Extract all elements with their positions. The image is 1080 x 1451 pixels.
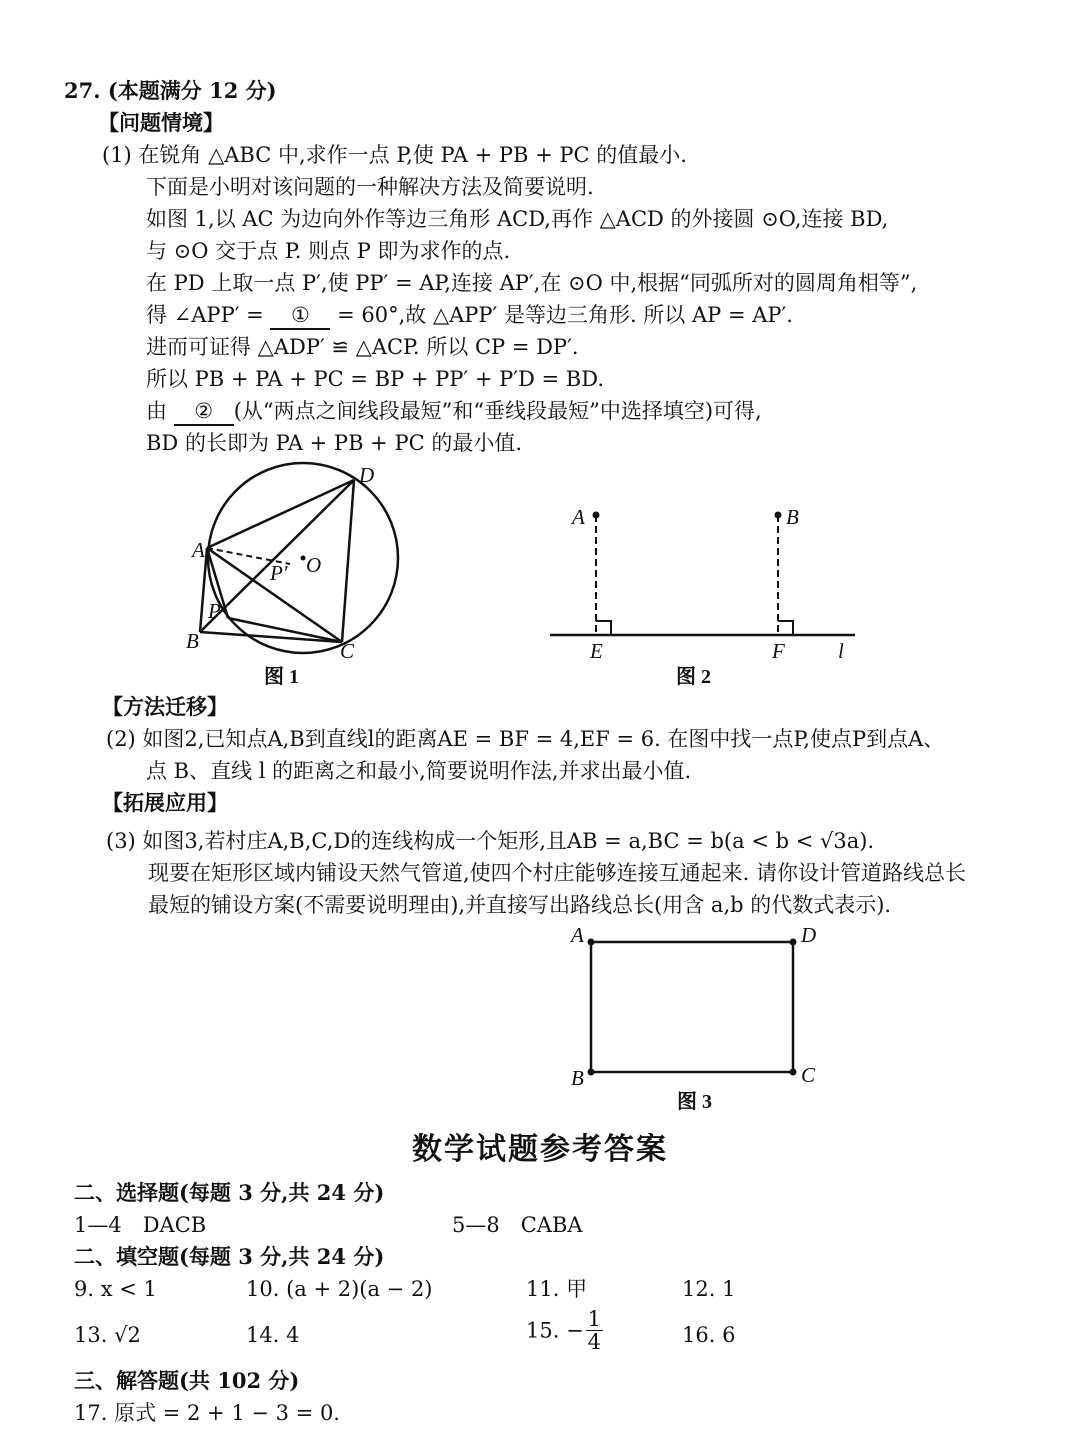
label-b: B <box>186 629 199 653</box>
figure-3 <box>560 920 830 1120</box>
point-b <box>775 512 782 519</box>
label-p-prime: P′ <box>270 561 288 585</box>
problem-part2-statement: (2) 如图2,已知点A,B到直线l的距离AE = BF = 4,EF = 6. 在图中找一点P,使点P到点A、 <box>106 727 945 751</box>
segment-bd <box>200 480 354 632</box>
label-b: B <box>571 1066 584 1090</box>
section-method-transfer: 【方法迁移】 <box>102 694 228 719</box>
section-extended-application: 【拓展应用】 <box>102 790 228 815</box>
fraction-numerator: 1 <box>587 1307 602 1331</box>
answer-mc-5-8: 5—8 CABA <box>452 1213 583 1237</box>
answer-11: 11. 甲 <box>526 1277 588 1301</box>
figure-3-caption: 图 3 <box>677 1091 712 1113</box>
problem-text-line: 点 B、直线 l 的距离之和最小,简要说明作法,并求出最小值. <box>146 759 692 783</box>
text-fragment: 得 ∠APP′ = <box>146 303 271 327</box>
text-fragment: = 60°,故 △APP′ 是等边三角形. 所以 AP = AP′. <box>330 303 793 327</box>
label-o: O <box>306 553 322 577</box>
label-d: D <box>359 463 375 487</box>
label-a: A <box>572 505 585 529</box>
section-problem-context: 【问题情境】 <box>98 110 224 135</box>
answer-14: 14. 4 <box>246 1323 300 1347</box>
answers-title: 数学试题参考答案 <box>412 1132 668 1167</box>
right-angle-mark-e <box>596 621 611 635</box>
problem-header: 27. (本题满分 12 分) <box>64 78 277 103</box>
problem-part1-statement: (1) 在锐角 △ABC 中,求作一点 P,使 PA + PB + PC 的值最小. <box>102 143 687 167</box>
problem-text-line <box>146 302 793 330</box>
problem-part3-statement: (3) 如图3,若村庄A,B,C,D的连线构成一个矩形,且AB = a,BC = b(a < b < √3a). <box>106 829 875 853</box>
label-d: D <box>801 923 817 947</box>
answers-section-choice-header: 二、选择题(每题 3 分,共 24 分) <box>74 1180 385 1205</box>
answer-mc-1-4: 1—4 DACB <box>74 1213 207 1237</box>
right-angle-mark-f <box>778 621 793 635</box>
problem-text-line <box>146 398 762 426</box>
label-b: B <box>786 505 799 529</box>
answer-10: 10. (a + 2)(a − 2) <box>246 1277 433 1301</box>
village-c-point <box>790 1069 797 1076</box>
answer-15 <box>526 1308 603 1353</box>
answer-13: 13. √2 <box>74 1323 141 1347</box>
answer-12: 12. 1 <box>682 1277 736 1301</box>
problem-text-line: 进而可证得 △ADP′ ≌ △ACP. 所以 CP = DP′. <box>146 335 579 359</box>
fraction <box>586 1308 603 1353</box>
answer-9: 9. x < 1 <box>74 1277 157 1301</box>
answer-17: 17. 原式 = 2 + 1 − 3 = 0. <box>74 1401 340 1425</box>
figure-1 <box>170 460 430 690</box>
center-o-point <box>301 556 306 561</box>
figure-2 <box>540 500 870 695</box>
problem-text-line: 在 PD 上取一点 P′,使 PP′ = AP,连接 AP′,在 ⊙O 中,根据“同弧所对的圆周角相等”, <box>146 271 918 295</box>
label-c: C <box>340 639 355 663</box>
point-a <box>593 512 600 519</box>
text-fragment: (从“两点之间线段最短”和“垂线段最短”中选择填空)可得, <box>233 399 762 423</box>
fill-blank-2: ② <box>174 398 234 426</box>
answer-16: 16. 6 <box>682 1323 736 1347</box>
fraction-denominator: 4 <box>587 1330 602 1354</box>
label-a: A <box>192 538 205 562</box>
answers-section-fill-header: 二、填空题(每题 3 分,共 24 分) <box>74 1244 385 1269</box>
rectangle-abcd <box>591 942 793 1072</box>
problem-text-line: 最短的铺设方案(不需要说明理由),并直接写出路线总长(用含 a,b 的代数式表示). <box>148 893 892 917</box>
problem-text-line: 下面是小明对该问题的一种解决方法及简要说明. <box>146 175 594 199</box>
label-p: P <box>208 599 221 623</box>
village-a-point <box>588 939 595 946</box>
label-f: F <box>772 639 785 663</box>
figure-2-caption: 图 2 <box>676 666 711 688</box>
problem-text-line: 如图 1,以 AC 为边向外作等边三角形 ACD,再作 △ACD 的外接圆 ⊙O,连接 BD, <box>146 207 889 231</box>
village-d-point <box>790 939 797 946</box>
label-a: A <box>571 923 584 947</box>
village-b-point <box>588 1069 595 1076</box>
text-fragment: 由 <box>146 399 174 423</box>
label-c: C <box>801 1063 816 1087</box>
segment-dc <box>342 480 354 642</box>
label-e: E <box>590 639 603 663</box>
problem-text-line: 所以 PB + PA + PC = BP + PP′ + P′D = BD. <box>146 367 605 391</box>
answer-15-prefix: 15. − <box>526 1318 584 1343</box>
problem-text-line: 与 ⊙O 交于点 P. 则点 P 即为求作的点. <box>146 239 511 263</box>
segment-ad <box>207 480 354 548</box>
fill-blank-1: ① <box>270 302 330 330</box>
figure-1-caption: 图 1 <box>264 666 299 688</box>
label-l: l <box>838 639 844 663</box>
answers-section-solution-header: 三、解答题(共 102 分) <box>74 1368 300 1393</box>
problem-text-line: BD 的长即为 PA + PB + PC 的最小值. <box>146 431 522 455</box>
problem-text-line: 现要在矩形区域内铺设天然气管道,使四个村庄能够连接互通起来. 请你设计管道路线总长 <box>148 861 967 885</box>
